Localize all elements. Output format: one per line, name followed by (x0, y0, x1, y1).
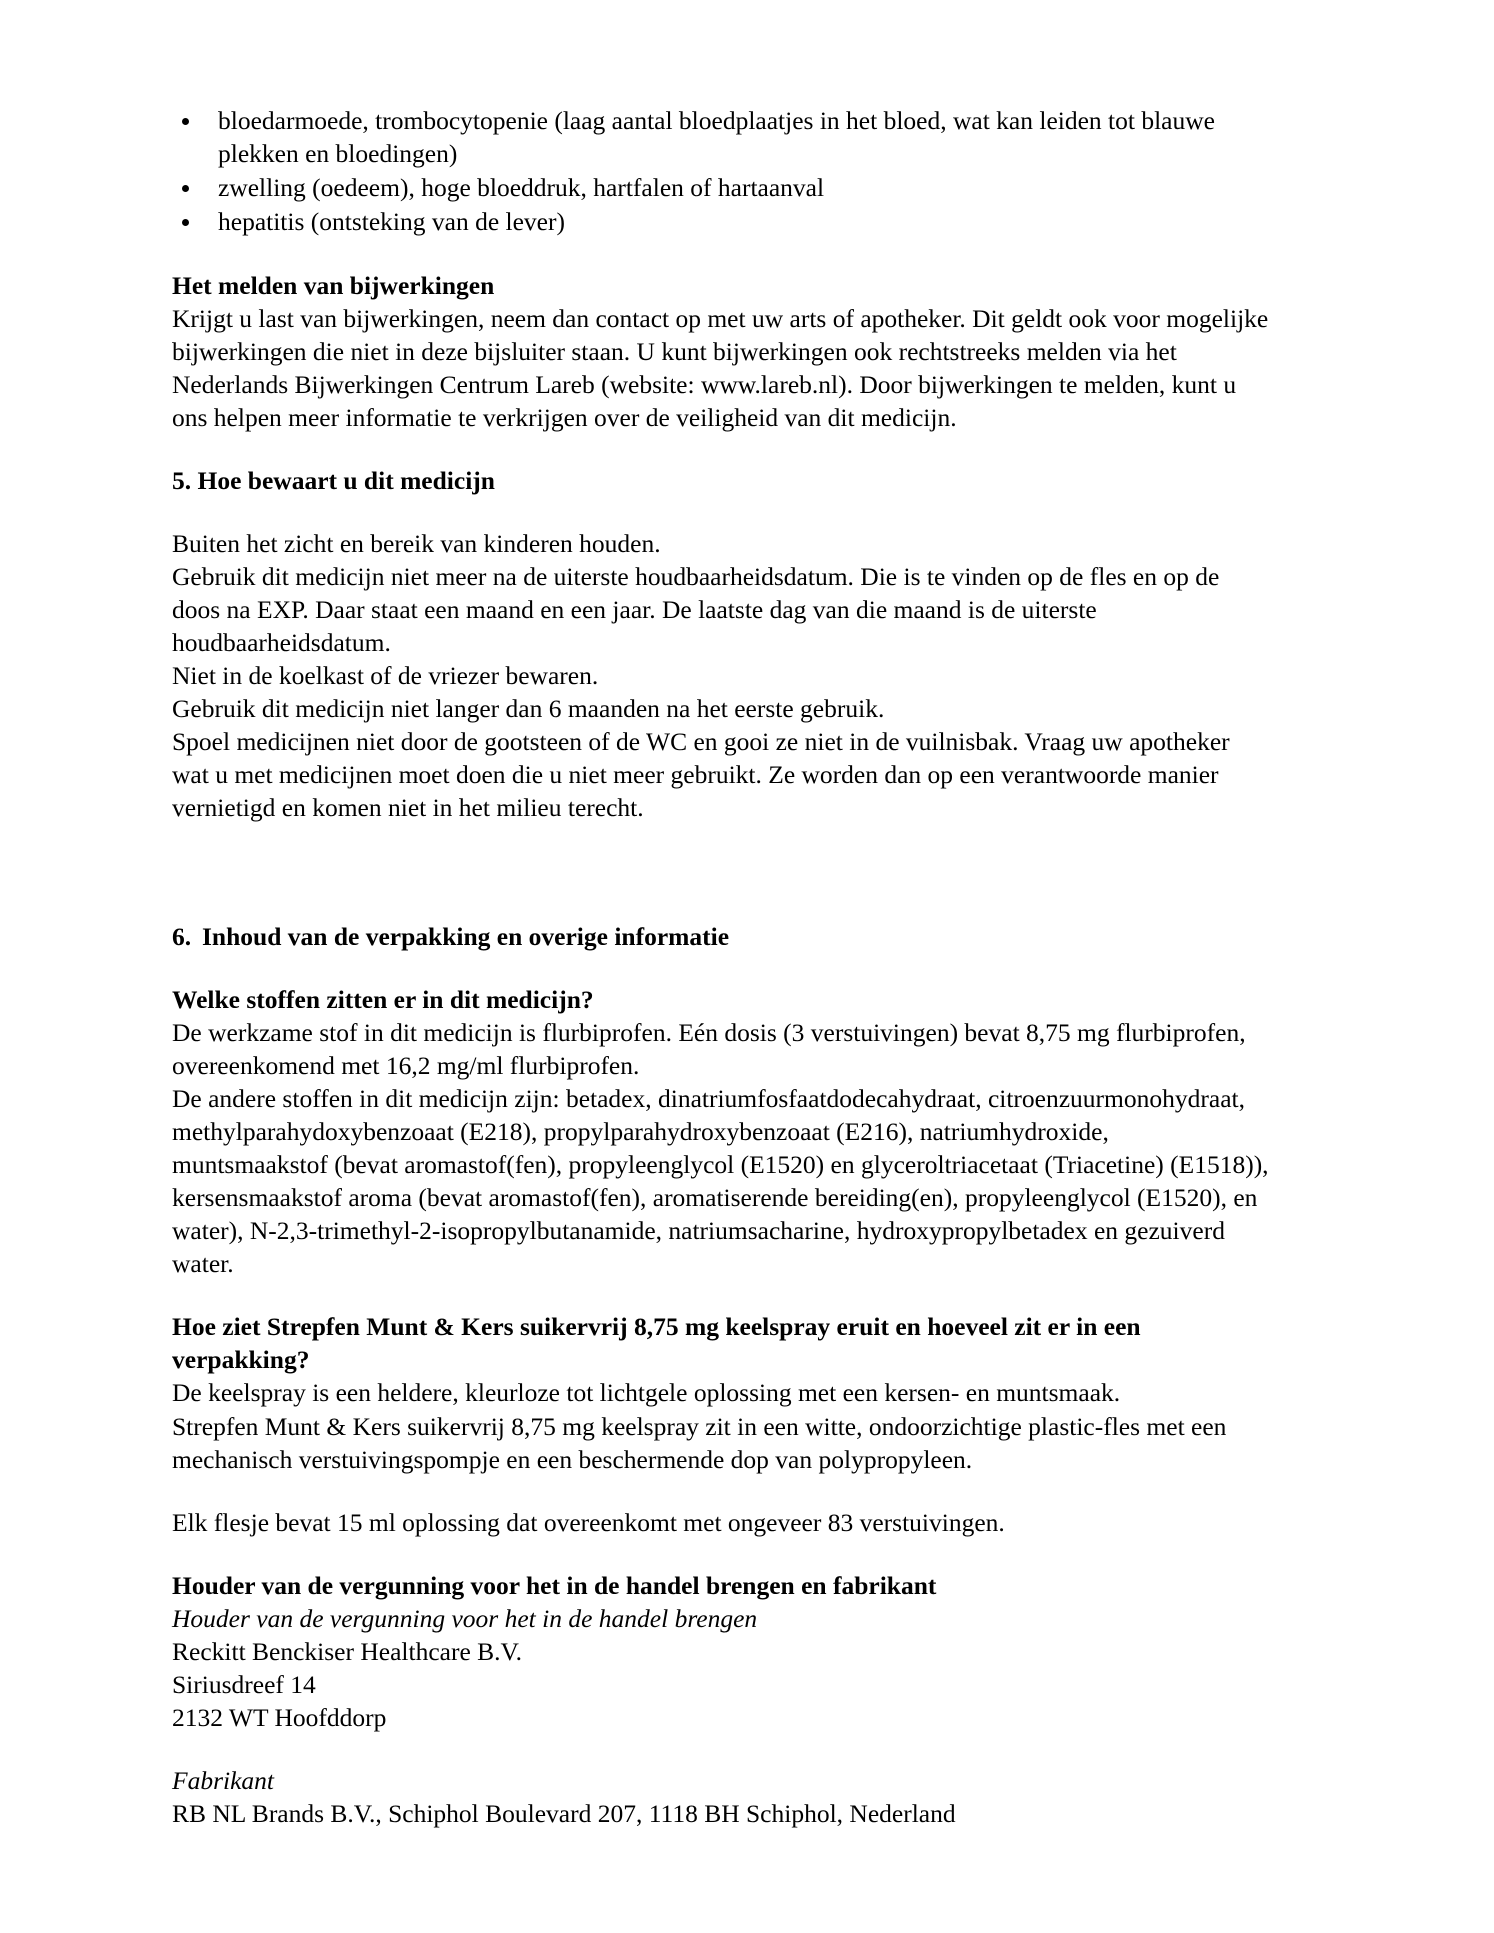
holder-name: Reckitt Benckiser Healthcare B.V. (172, 1636, 523, 1666)
manufacturer-address: RB NL Brands B.V., Schiphol Boulevard 207, 1118 BH Schiphol, Nederland (172, 1798, 956, 1828)
reporting-body: Krijgt u last van bijwerkingen, neem dan contact op met uw arts of apotheker. Dit geldt ook voor mogelijke bijwerkingen die niet in deze bijsluiter staan. U kunt bijwerkingen ook rechtstreeks melden via het Nederlands Bijwerkingen Centrum Lareb (website: www.lareb.nl). Door bijwerkingen te melden, kunt u ons helpen meer informatie te verkrijgen over de veiligheid van dit medicijn. (172, 304, 1269, 433)
side-effects-list (172, 104, 1270, 238)
active-substance-text: De werkzame stof in dit medicijn is flurbiprofen. Eén dosis (3 verstuivingen) bevat 8,75 mg flurbiprofen, overeenkomend met 16,2 mg/ml flurbiprofen. (172, 1018, 1246, 1081)
ingredients-heading: Welke stoffen zitten er in dit medicijn? (172, 985, 594, 1015)
holder-street: Siriusdreef 14 (172, 1669, 316, 1699)
bullet-icon (182, 118, 189, 125)
spacer (172, 1476, 1270, 1506)
appearance-line-2: Strepfen Munt & Kers suikervrij 8,75 mg keelspray zit in een witte, ondoorzichtige plastic-fles met een mechanisch verstuivingspompje en een beschermende dop van polypropyleen. (172, 1411, 1227, 1474)
spacer (172, 239, 1270, 269)
spacer (172, 497, 1270, 527)
marketing-heading: Houder van de vergunning voor het in de handel brengen en fabrikant (172, 1570, 937, 1600)
appearance-heading: Hoe ziet Strepfen Munt & Kers suikervrij 8,75 mg keelspray eruit en hoeveel zit er in een verpakking? (172, 1312, 1141, 1375)
reporting-heading: Het melden van bijwerkingen (172, 271, 495, 301)
section-5-line-4: Gebruik dit medicijn niet langer dan 6 maanden na het eerste gebruik. (172, 694, 885, 724)
list-item (172, 205, 1270, 238)
bullet-icon (182, 219, 189, 226)
spacer (172, 824, 1270, 920)
list-item-label: bloedarmoede, trombocytopenie (laag aantal bloedplaatjes in het bloed, wat kan leiden tot blauwe plekken en bloedingen) (218, 106, 1215, 169)
holder-city: 2132 WT Hoofddorp (172, 1702, 387, 1732)
spacer (172, 1539, 1270, 1569)
holder-subheading: Houder van de vergunning voor het in de handel brengen (172, 1603, 758, 1633)
list-item-label: hepatitis (ontsteking van de lever) (218, 207, 565, 237)
spacer (172, 434, 1270, 464)
section-5-heading: 5. Hoe bewaart u dit medicijn (172, 466, 495, 496)
list-item (172, 104, 1270, 170)
spacer (172, 953, 1270, 983)
spacer (172, 1734, 1270, 1764)
section-5-line-3: Niet in de koelkast of de vriezer bewaren. (172, 661, 599, 691)
section-5-line-2: Gebruik dit medicijn niet meer na de uiterste houdbaarheidsdatum. Die is te vinden op de fles en op de doos na EXP. Daar staat een maand en een jaar. De laatste dag van die maand is de uiterste houdbaarheidsdatum. (172, 562, 1220, 658)
other-substances-text: De andere stoffen in dit medicijn zijn: betadex, dinatriumfosfaatdodecahydraat, citroenzuurmonohydraat, methylparahydoxybenzoaat (E218), propylparahydroxybenzoaat (E216), natriumhydroxide, muntsmaakstof (bevat aromastof(fen), propyleenglycol (E1520) en glyceroltriacetaat (Triacetine) (E1518)), kersensmaakstof aroma (bevat aromastof(fen), aromatiserende bereiding(en), propyleenglycol (E1520), en water), N-2,3-trimethyl-2-isopropylbutanamide, natriumsacharine, hydroxypropylbetadex en gezuiverd water. (172, 1084, 1269, 1279)
bottle-content-line: Elk flesje bevat 15 ml oplossing dat overeenkomt met ongeveer 83 verstuivingen. (172, 1507, 1005, 1537)
appearance-line-1: De keelspray is een heldere, kleurloze tot lichtgele oplossing met een kersen- en muntsmaak. (172, 1378, 1121, 1408)
spacer (172, 1280, 1270, 1310)
section-6-heading (172, 920, 1270, 953)
section-6-title: Inhoud van de verpakking en overige informatie (202, 922, 730, 952)
list-item (172, 171, 1270, 204)
manufacturer-subheading: Fabrikant (172, 1765, 274, 1795)
section-5-line-5: Spoel medicijnen niet door de gootsteen of de WC en gooi ze niet in de vuilnisbak. Vraag uw apotheker wat u met medicijnen moet doen die u niet meer gebruikt. Ze worden dan op een verantwoorde manier vernietigd en komen niet in het milieu terecht. (172, 727, 1230, 823)
section-5-line-1: Buiten het zicht en bereik van kinderen houden. (172, 529, 661, 559)
section-6-number: 6. (172, 922, 192, 952)
document-content (172, 104, 1270, 1830)
bullet-icon (182, 185, 189, 192)
list-item-label: zwelling (oedeem), hoge bloeddruk, hartfalen of hartaanval (218, 173, 825, 203)
